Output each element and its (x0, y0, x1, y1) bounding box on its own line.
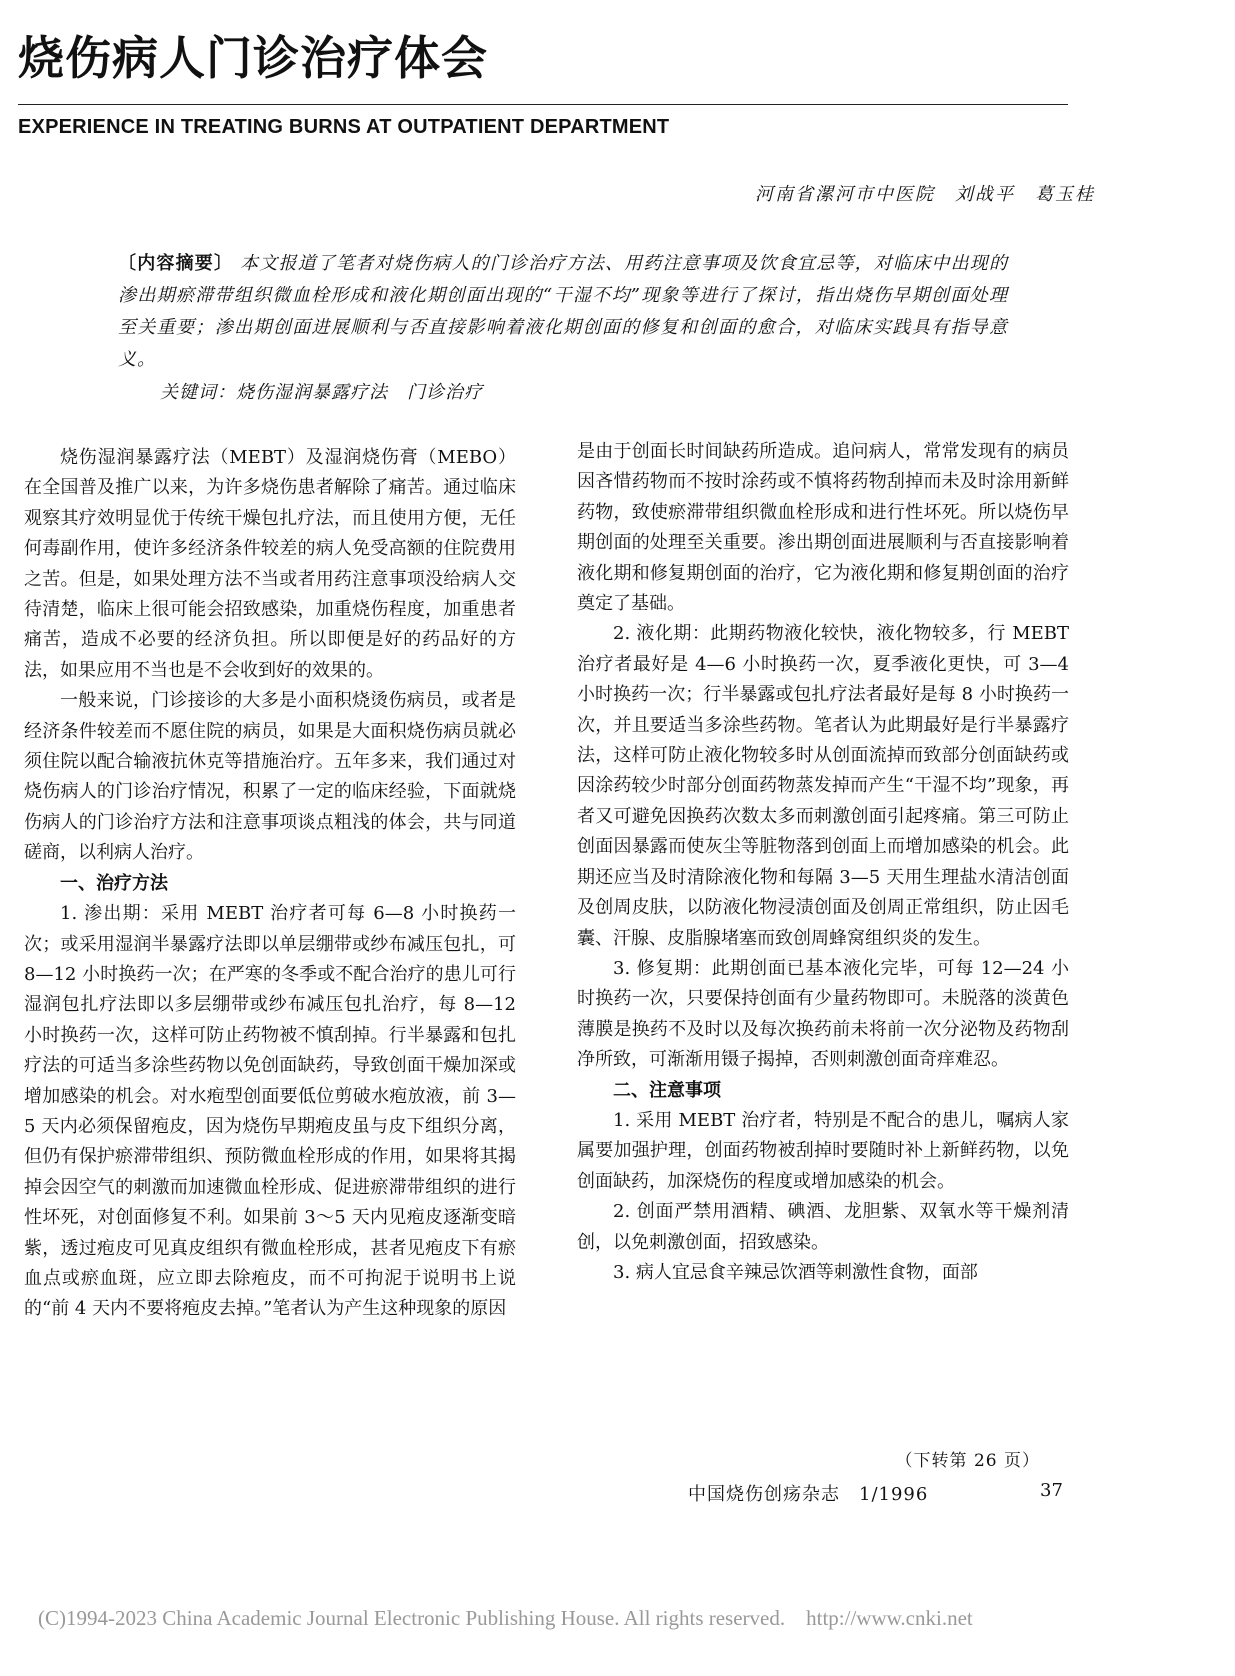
abstract (118, 248, 1008, 376)
article-title: 烧伤病人门诊治疗体会 (18, 31, 488, 85)
paragraph: 一般来说，门诊接诊的大多是小面积烧烫伤病员，或者是经济条件较差而不愿住院的病员，如果是大面积烧伤病员就必须住院以配合输液抗休克等措施治疗。五年多来，我们通过对烧伤病人的门诊治疗情况，积累了一定的临床经验，下面就烧伤病人的门诊治疗方法和注意事项谈点粗浅的体会，共与同道磋商，以利病人治疗。 (24, 690, 516, 864)
paragraph: 2. 液化期：此期药物液化较快，液化物较多，行 MEBT 治疗者最好是 4—6 小时换药一次，夏季液化更快，可 3—4 小时换药一次；行半暴露或包扎疗法者最好是每 8 小时换药一次，并且要适当多涂些药物。笔者认为此期最好是行半暴露疗法，这样可防止液化物较多时从创面流掉而致部分创面缺药或因涂药较少时部分创面药物蒸发掉而产生“干湿不均”现象，再者又可避免因换药次数太多而刺激创面引起疼痛。第三可防止创面因暴露而使灰尘等脏物落到创面上而增加感染的机会。此期还应当及时清除液化物和每隔 3—5 天用生理盐水清洁创面及创周皮肤，以防液化物浸渍创面及创周正常组织，防止因毛囊、汗腺、皮脂腺堵塞而致创周蜂窝组织炎的发生。 (577, 623, 1069, 949)
paragraph: 1. 渗出期：采用 MEBT 治疗者可每 6—8 小时换药一次；或采用湿润半暴露疗法即以单层绷带或纱布减压包扎，可 8—12 小时换药一次；在严寒的冬季或不配合治疗的患儿可行湿润包扎疗法即以多层绷带或纱布减压包扎治疗，每 8—12 小时换药一次，这样可防止药物被不慎刮掉。行半暴露和包扎疗法的可适当多涂些药物以免创面缺药，导致创面干燥加深或增加感染的机会。对水疱型创面要低位剪破水疱放液，前 3—5 天内必须保留疱皮，因为烧伤早期疱皮虽与皮下组织分离，但仍有保护瘀滞带组织、预防微血栓形成的作用，如果将其揭掉会因空气的刺激而加速微血栓形成、促进瘀滞带组织的进行性坏死，对创面修复不利。如果前 3～5 天内见疱皮逐渐变暗紫，透过疱皮可见真皮组织有微血栓形成，甚者见疱皮下有瘀血点或瘀血斑，应立即去除疱皮，而不可拘泥于说明书上说的“前 4 天内不要将疱皮去掉。”笔者认为产生这种现象的原因 (24, 903, 516, 1320)
paragraph: 3. 修复期：此期创面已基本液化完毕，可每 12—24 小时换药一次，只要保持创面有少量药物即可。未脱落的淡黄色薄膜是换药不及时以及每次换药前未将前一次分泌物及药物刮净所致，可渐渐用镊子揭掉，否则刺激创面奇痒难忍。 (577, 957, 1069, 1071)
abstract-label: 〔内容摘要〕 (118, 253, 234, 274)
page-number: 37 (1040, 1480, 1063, 1501)
title-rule (18, 104, 1068, 105)
paragraph: 3. 病人宜忌食辛辣忌饮酒等刺激性食物，面部 (613, 1261, 978, 1283)
section-heading: 一、治疗方法 (60, 872, 168, 894)
abstract-text: 本文报道了笔者对烧伤病人的门诊治疗方法、用药注意事项及饮食宜忌等，对临床中出现的渗出期瘀滞带组织微血栓形成和液化期创面出现的“干湿不均”现象等进行了探讨，指出烧伤早期创面处理至关重要；渗出期创面进展顺利与否直接影响着液化期创面的修复和创面的愈合，对临床实践具有指导意义。 (118, 253, 1009, 370)
continued-note: （下转第 26 页） (895, 1451, 1040, 1471)
paragraph: 2. 创面严禁用酒精、碘酒、龙胆紫、双氧水等干燥剂清创，以免刺激创面，招致感染。 (577, 1201, 1069, 1253)
footer-journal: 中国烧伤创疡杂志 1/1996 (688, 1484, 929, 1505)
authors: 河南省漯河市中医院 刘战平 葛玉桂 (755, 184, 1095, 205)
paragraph: 是由于创面长时间缺药所造成。追问病人，常常发现有的病员因吝惜药物而不按时涂药或不慎将药物刮掉而未及时涂用新鲜药物，致使瘀滞带组织微血栓形成和进行性坏死。所以烧伤早期创面的处理至关重要。渗出期创面进展顺利与否直接影响着液化期和修复期创面的治疗，它为液化期和修复期创面的治疗奠定了基础。 (577, 441, 1069, 615)
paragraph: 1. 采用 MEBT 治疗者，特别是不配合的患儿，嘱病人家属要加强护理，创面药物被刮掉时要随时补上新鲜药物，以免创面缺药，加深烧伤的程度或增加感染的机会。 (577, 1109, 1069, 1192)
left-column (24, 443, 516, 1325)
paragraph: 烧伤湿润暴露疗法（MEBT）及湿润烧伤膏（MEBO）在全国普及推广以来，为许多烧伤患者解除了痛苦。通过临床观察其疗效明显优于传统干燥包扎疗法，而且使用方便，无任何毒副作用，使许多经济条件较差的病人免受高额的住院费用之苦。但是，如果处理方法不当或者用药注意事项没给病人交待清楚，临床上很可能会招致感染，加重烧伤程度，加重患者痛苦，造成不必要的经济负担。所以即便是好的药品好的方法，如果应用不当也是不会收到好的效果的。 (24, 447, 516, 681)
right-column (577, 437, 1069, 1288)
copyright-watermark: (C)1994-2023 China Academic Journal Electronic Publishing House. All rights reserved. http://www.cnki.net (38, 1606, 973, 1630)
english-title: EXPERIENCE IN TREATING BURNS AT OUTPATIENT DEPARTMENT (18, 116, 670, 138)
section-heading: 二、注意事项 (613, 1079, 721, 1101)
keywords: 关键词：烧伤湿润暴露疗法 门诊治疗 (160, 382, 483, 403)
